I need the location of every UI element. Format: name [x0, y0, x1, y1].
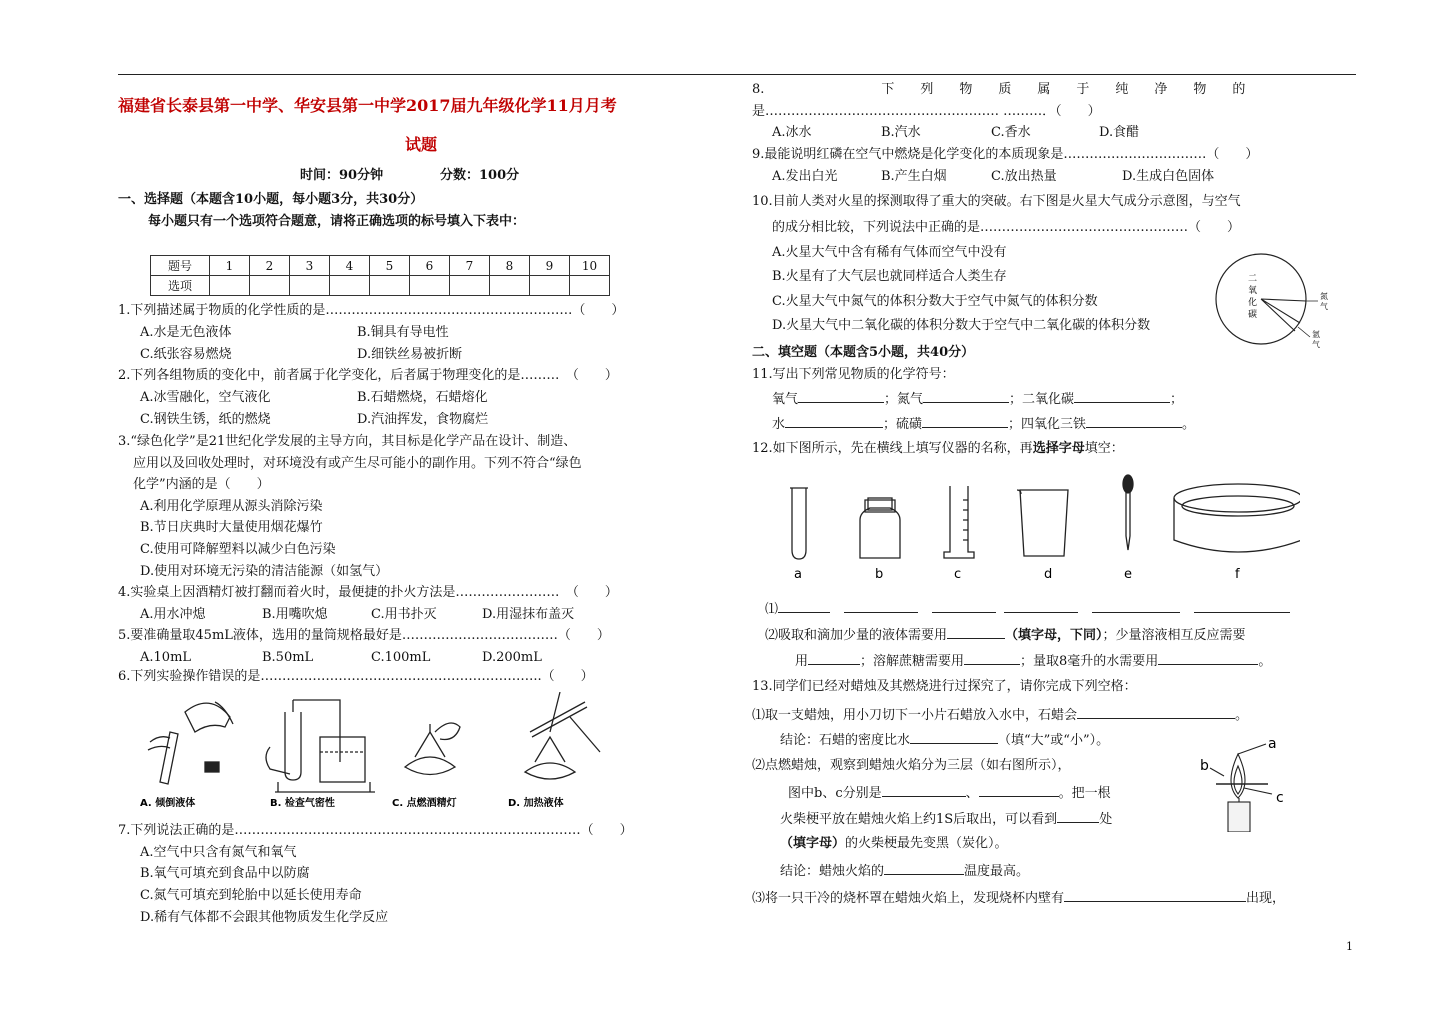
q6-caption: C. 点燃酒精灯 [392, 798, 457, 809]
pie-label: 氧 [1248, 286, 1258, 296]
q1-option: D.细铁丝易被折断 [357, 347, 463, 362]
q9-option: C.放出热量 [991, 169, 1057, 184]
candle-flame-figure [1196, 736, 1296, 832]
q13-text: ⑴取一支蜡烛，用小刀切下一小片石蜡放入水中，石蜡会 [752, 708, 1078, 723]
q6-lab-figures [130, 692, 630, 814]
q5-stem: 5.要准确量取45mL液体，选用的量筒规格最好是………………………………（ ） [118, 628, 610, 643]
q11-label: 。 [1182, 417, 1196, 432]
q10-option: A.火星大气中含有稀有气体而空气中没有 [772, 245, 1007, 260]
flame-label: a [1268, 736, 1277, 752]
q3-stem-line2: 应用以及回收处理时，对环境没有或产生尽可能小的副作用。下列不符合“绿色 [133, 456, 582, 471]
dropper-icon [1123, 475, 1133, 550]
q4-stem: 4.实验桌上因酒精灯被打翻而着火时，最便捷的扑火方法是…………………… （ ） [118, 585, 618, 600]
q13-stem: 13.同学们已经对蜡烛及其燃烧进行过探究了，请你完成下列空格： [752, 679, 1137, 694]
q12-text: ；溶解蔗糖需要用 [860, 654, 965, 669]
q11-label: 水 [772, 417, 786, 432]
candle-icon [1228, 802, 1250, 832]
q6-stem: 6.下列实验操作错误的是………………………………………………………..（ ） [118, 669, 594, 684]
flame-label: b [1200, 758, 1209, 774]
answer-cell[interactable] [530, 276, 570, 296]
q3-option: A.利用化学原理从源头消除污染 [140, 499, 323, 514]
q4-option: C.用书扑灭 [371, 607, 437, 622]
flame-outer-icon [1231, 754, 1245, 798]
q13-blank[interactable] [1064, 889, 1246, 902]
q4-option: D.用湿抹布盖灭 [482, 607, 575, 622]
answer-cell[interactable] [490, 276, 530, 296]
q9-option: D.生成白色固体 [1122, 169, 1215, 184]
q11-label: ；硫磺 [883, 417, 923, 432]
q12-text: ；少量溶液相互反应需要 [1102, 628, 1246, 643]
exam-time: 时间：90分钟 [300, 168, 384, 183]
q13-text: 的火柴梗最先变黑（炭化）。 [845, 836, 1008, 851]
q11-row2 [772, 415, 1195, 433]
instrument-letter: c [954, 567, 962, 582]
q3-option: C.使用可降解塑料以减少白色污染 [140, 542, 336, 557]
q12-blank[interactable] [964, 652, 1020, 665]
q12-part1 [765, 600, 1290, 618]
answer-cell[interactable] [330, 276, 370, 296]
q4-option: A.用水冲熄 [140, 607, 206, 622]
instrument-letter: f [1235, 567, 1240, 582]
q10-option: B.火星有了大气层也就同样适合人类生存 [772, 269, 1007, 284]
q10-option: D.火星大气中二氧化碳的体积分数大于空气中二氧化碳的体积分数 [772, 318, 1151, 333]
q13-blank[interactable] [979, 784, 1059, 797]
q11-blank[interactable] [1086, 415, 1182, 428]
q11-blank[interactable] [798, 390, 884, 403]
q6-caption: D. 加热液体 [508, 798, 564, 809]
q9-option: B.产生白烟 [881, 169, 947, 184]
q5-option: D.200mL [482, 650, 542, 665]
answer-cell[interactable] [370, 276, 410, 296]
q1-option: C.纸张容易燃烧 [140, 347, 232, 362]
instrument-letter: d [1044, 567, 1053, 582]
answer-cell[interactable] [450, 276, 490, 296]
answer-table-head: 题号 [151, 256, 210, 276]
q13-part2-line4 [780, 836, 1008, 852]
q13-part2: ⑵点燃蜡烛，观察到蜡烛火焰分为三层（如右图所示）， [752, 758, 1071, 773]
q13-blank[interactable] [882, 784, 966, 797]
q13-part3 [752, 889, 1285, 907]
q11-blank[interactable] [922, 415, 1008, 428]
q11-label: ；氮气 [884, 392, 924, 407]
heating-liquid-figure [525, 692, 600, 779]
q11-stem: 11.写出下列常见物质的化学符号： [752, 367, 955, 382]
instrument-letter: b [875, 567, 884, 582]
q13-blank[interactable] [910, 731, 998, 744]
q13-text: 处 [1099, 812, 1113, 827]
q10-stem-line2: 的成分相比较，下列说法中正确的是…………………………………………（ ） [772, 220, 1241, 235]
q7-option: B.氧气可填充到食品中以防腐 [140, 866, 310, 881]
q13-part1 [752, 706, 1248, 724]
pie-label: 氮 [1320, 292, 1328, 301]
q5-option: C.100mL [371, 650, 431, 665]
pie-label: 碳 [1248, 310, 1258, 320]
q11-blank[interactable] [923, 390, 1009, 403]
instrument-letter: e [1124, 567, 1132, 582]
answer-cell[interactable] [210, 276, 250, 296]
q13-text: 结论：蜡烛火焰的 [780, 864, 885, 879]
pie-label: 气 [1312, 340, 1320, 349]
pie-label: 二 [1248, 274, 1258, 284]
q6-caption: B. 检查气密性 [270, 798, 335, 809]
answer-table-number: 1 [210, 256, 250, 276]
q2-option: D.汽油挥发，食物腐烂 [357, 412, 489, 427]
answer-table-number: 4 [330, 256, 370, 276]
pouring-liquid-figure [148, 702, 233, 784]
q12-stem-text: 填空： [1084, 441, 1124, 456]
q5-option: A.10mL [140, 650, 192, 665]
q12-text: 。 [1258, 654, 1272, 669]
mars-atmosphere-pie [1208, 245, 1338, 355]
q3-option: D.使用对环境无污染的清洁能源（如氢气） [140, 564, 389, 579]
q13-text: 。 [1235, 708, 1249, 723]
q12-blank[interactable] [932, 600, 996, 613]
answer-table [150, 255, 610, 296]
q11-blank[interactable] [785, 415, 883, 428]
answer-table-number: 10 [570, 256, 610, 276]
answer-table-number: 8 [490, 256, 530, 276]
answer-table-number: 9 [530, 256, 570, 276]
q12-part2 [765, 626, 1246, 644]
answer-table-number: 5 [370, 256, 410, 276]
q2-option: C.钢铁生锈，纸的燃烧 [140, 412, 271, 427]
q13-text-emph: （填字母） [780, 836, 846, 851]
airtightness-figure [266, 700, 375, 792]
q12-blank[interactable] [1158, 652, 1258, 665]
q11-label: ；四氧化三铁 [1008, 417, 1087, 432]
q8-stem-line1: 8. 下 列 物 质 属 于 纯 净 物 的 [752, 82, 1246, 97]
reagent-bottle-icon [860, 498, 900, 558]
q2-stem: 2.下列各组物质的变化中，前者属于化学变化，后者属于物理变化的是……… （ ） [118, 368, 618, 383]
q13-text: 。把一根 [1058, 786, 1111, 801]
q13-text: ⑶将一只干冷的烧杯罩在蜡烛火焰上，发现烧杯内壁有 [752, 891, 1065, 906]
pie-label: 气 [1320, 302, 1328, 311]
q7-option: C.氮气可填充到轮胎中以延长使用寿命 [140, 888, 362, 903]
instrument-letter: a [794, 567, 802, 582]
q10-option: C.火星大气中氮气的体积分数大于空气中氮气的体积分数 [772, 294, 1098, 309]
pie-label: 化 [1248, 298, 1258, 308]
q12-blank[interactable] [1004, 600, 1078, 613]
q11-label: 氧气 [772, 392, 799, 407]
flame-label: c [1276, 790, 1284, 806]
q12-text-emph: （填字母，下同） [1005, 628, 1103, 643]
paper-title-line1: 福建省长泰县第一中学、华安县第一中学2017届九年级化学11月月考 [118, 96, 617, 115]
answer-cell[interactable] [410, 276, 450, 296]
q2-option: B.石蜡燃烧，石蜡熔化 [357, 390, 488, 405]
q12-blank[interactable] [1194, 600, 1290, 613]
section1-heading: 一、选择题（本题含10小题，每小题3分，共30分） [118, 192, 424, 207]
q11-blank[interactable] [1074, 390, 1170, 403]
exam-score: 分数：100分 [440, 168, 520, 183]
q12-blank[interactable] [1092, 600, 1180, 613]
top-rule [118, 74, 1356, 75]
q1-stem: 1.下列描述属于物质的化学性质的是…………………………………………………（ ） [118, 303, 625, 318]
q9-option: A.发出白光 [772, 169, 838, 184]
q10-stem-line1: 10.目前人类对火星的探测取得了重大的突破。右下图是火星大气成分示意图，与空气 [752, 194, 1241, 209]
q12-stem-text: 12.如下图所示，先在横线上填写仪器的名称，再 [752, 441, 1033, 456]
evaporating-dish-icon [1174, 484, 1300, 552]
q6-caption: A. 倾倒液体 [140, 798, 196, 809]
q2-option: A.冰雪融化，空气液化 [140, 390, 271, 405]
q12-blank[interactable] [808, 652, 860, 665]
q1-option: B.铜具有导电性 [357, 325, 449, 340]
q12-blank[interactable] [844, 600, 918, 613]
answer-cell[interactable] [290, 276, 330, 296]
q13-text: 图中b、c分别是 [788, 786, 882, 801]
answer-table-number: 3 [290, 256, 330, 276]
q3-stem-line1: 3.“绿色化学”是21世纪化学发展的主导方向，其目标是化学产品在设计、制造、 [118, 434, 577, 449]
q8-option: B.汽水 [881, 125, 921, 140]
q9-stem: 9.最能说明红磷在空气中燃烧是化学变化的本质现象是……………………………（ ） [752, 147, 1259, 162]
q13-conclusion1 [780, 731, 1109, 749]
answer-cell[interactable] [250, 276, 290, 296]
q12-part1-label: ⑴ [765, 602, 779, 617]
q13-text: 结论：石蜡的密度比水 [780, 733, 911, 748]
q13-text: 出现， [1246, 891, 1286, 906]
graduated-cylinder-icon [944, 486, 974, 558]
answer-table-number: 6 [410, 256, 450, 276]
beaker-icon [1017, 490, 1068, 556]
q12-instrument-figures [780, 470, 1300, 585]
q3-option: B.节日庆典时大量使用烟花爆竹 [140, 520, 323, 535]
q5-option: B.50mL [262, 650, 314, 665]
q13-text: 温度最高。 [964, 864, 1030, 879]
q8-option: C.香水 [991, 125, 1031, 140]
q7-option: A.空气中只含有氮气和氧气 [140, 845, 297, 860]
answer-cell[interactable] [570, 276, 610, 296]
answer-table-number: 2 [250, 256, 290, 276]
q7-option: D.稀有气体都不会跟其他物质发生化学反应 [140, 910, 389, 925]
q4-option: B.用嘴吹熄 [262, 607, 328, 622]
q8-option: A.冰水 [772, 125, 812, 140]
q11-row1 [772, 390, 1183, 408]
page-number: 1 [1346, 940, 1353, 953]
answer-table-number: 7 [450, 256, 490, 276]
lighting-lamp-figure [405, 723, 460, 775]
q7-stem: 7.下列说法正确的是……………………………………………………………..………（ ） [118, 823, 633, 838]
q13-text: （填“大”或“小”）。 [998, 733, 1110, 748]
q12-stem-emph: 选择字母 [1032, 441, 1085, 456]
q13-text: 火柴梗平放在蜡烛火焰上约1S后取出，可以看到 [780, 812, 1058, 827]
section2-heading: 二、填空题（本题含5小题，共40分） [752, 345, 975, 360]
test-tube-icon [790, 488, 808, 559]
pie-label: 氩 [1312, 330, 1320, 339]
answer-table-head: 选项 [151, 276, 210, 296]
q8-option: D.食醋 [1099, 125, 1140, 140]
q12-part3 [795, 652, 1271, 670]
q8-stem-line2: 是……………………………………………… ………．（ ） [752, 104, 1101, 119]
q12-blank[interactable] [947, 626, 1005, 639]
q13-part2-line2 [788, 784, 1111, 802]
q13-conclusion2 [780, 862, 1029, 880]
section1-note: 每小题只有一个选项符合题意，请将正确选项的标号填入下表中： [148, 214, 526, 229]
q12-blank[interactable] [778, 600, 830, 613]
q1-option: A.水是无色液体 [140, 325, 232, 340]
flame-middle-icon [1234, 766, 1242, 794]
q13-blank[interactable] [884, 862, 964, 875]
paper-title-line2: 试题 [405, 135, 438, 154]
q11-label: ； [1170, 392, 1184, 407]
q13-blank[interactable] [1057, 810, 1099, 823]
q12-stem [752, 441, 1124, 457]
q12-text: ；量取8毫升的水需要用 [1020, 654, 1159, 669]
q12-text: ⑵吸取和滴加少量的液体需要用 [765, 628, 948, 643]
q11-label: ；二氧化碳 [1009, 392, 1075, 407]
q13-part2-line3 [780, 810, 1112, 828]
q13-text: 、 [965, 786, 979, 801]
q13-blank[interactable] [1077, 706, 1235, 719]
q12-text: 用 [795, 654, 809, 669]
q3-stem-line3: 化学”内涵的是（ ） [133, 477, 270, 492]
